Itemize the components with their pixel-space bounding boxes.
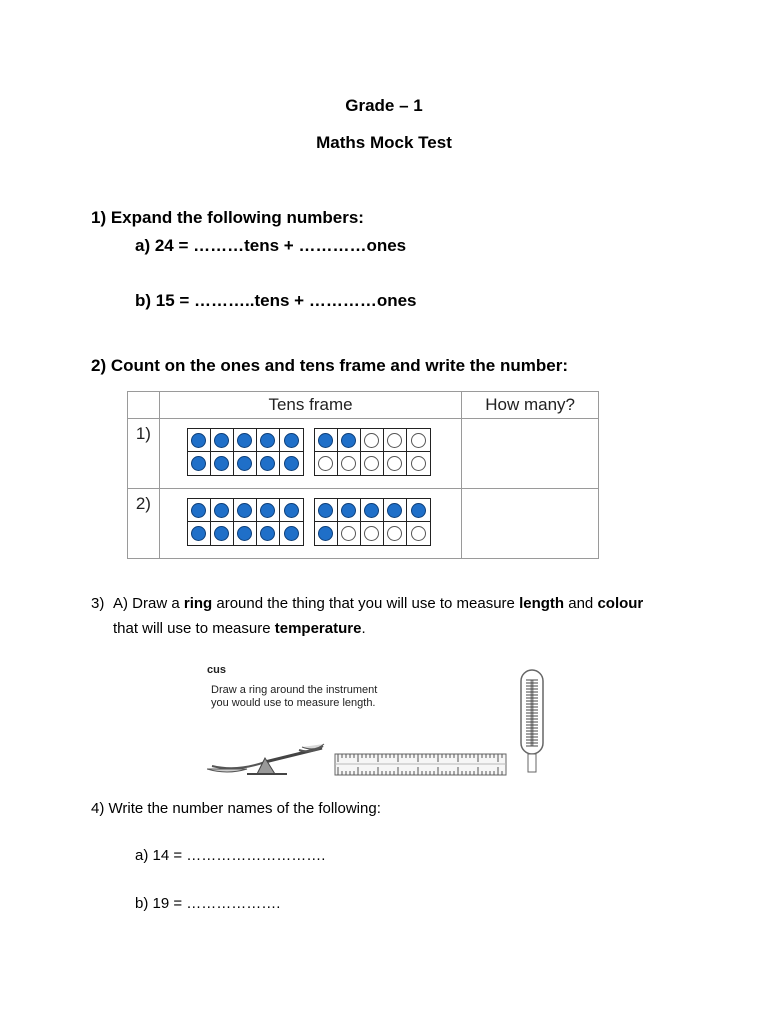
question-2-heading: 2) Count on the ones and tens frame and write the number: bbox=[91, 356, 568, 375]
ten-frame-cell bbox=[407, 522, 430, 545]
q3-text: A) Draw a bbox=[113, 595, 184, 612]
question-3-line-1 bbox=[113, 595, 643, 612]
q3-length-word: length bbox=[519, 595, 565, 612]
ten-frame-grid bbox=[314, 428, 431, 476]
ten-frame-cell bbox=[361, 499, 384, 522]
how-many-header: How many? bbox=[462, 392, 599, 419]
filled-counter-dot bbox=[284, 456, 299, 471]
q3-text: around the thing that you will use to measure bbox=[212, 595, 520, 612]
q3-text: and bbox=[564, 595, 598, 612]
ten-frame-cell bbox=[407, 452, 430, 475]
ten-frame-cell bbox=[384, 429, 407, 452]
ten-frame-cell bbox=[280, 429, 303, 452]
q3-text: that will use to measure bbox=[113, 620, 275, 637]
measurement-instruments-image bbox=[207, 662, 552, 778]
empty-counter-circle bbox=[387, 433, 402, 448]
filled-counter-dot bbox=[260, 433, 275, 448]
row-label: 2) bbox=[128, 489, 160, 559]
ten-frame-cell bbox=[234, 452, 257, 475]
filled-counter-dot bbox=[318, 433, 333, 448]
q3-ring-word: ring bbox=[183, 595, 213, 612]
empty-counter-circle bbox=[364, 433, 379, 448]
filled-counter-dot bbox=[214, 456, 229, 471]
empty-counter-circle bbox=[341, 526, 356, 541]
ten-frame-cell bbox=[188, 522, 211, 545]
filled-counter-dot bbox=[341, 503, 356, 518]
ten-frame-cell bbox=[211, 429, 234, 452]
table-row bbox=[128, 419, 599, 489]
empty-counter-circle bbox=[341, 456, 356, 471]
ten-frame-grid bbox=[314, 498, 431, 546]
ten-frame-cell bbox=[407, 429, 430, 452]
ten-frame-cell bbox=[257, 499, 280, 522]
ten-frame-cell bbox=[361, 429, 384, 452]
ten-frame-cell bbox=[211, 452, 234, 475]
empty-counter-circle bbox=[411, 456, 426, 471]
ten-frame-cell bbox=[315, 499, 338, 522]
ten-frame-cell bbox=[315, 522, 338, 545]
ten-frame-cell bbox=[234, 499, 257, 522]
ten-frame-cell bbox=[315, 452, 338, 475]
tens-frame-header: Tens frame bbox=[159, 392, 462, 419]
filled-counter-dot bbox=[237, 456, 252, 471]
test-title: Maths Mock Test bbox=[316, 133, 452, 152]
image-instruction-line-2: you would use to measure length. bbox=[211, 697, 376, 709]
filled-counter-dot bbox=[341, 433, 356, 448]
filled-counter-dot bbox=[237, 503, 252, 518]
ten-frame-cell bbox=[188, 452, 211, 475]
ten-frame-cell bbox=[280, 499, 303, 522]
filled-counter-dot bbox=[364, 503, 379, 518]
filled-counter-dot bbox=[214, 526, 229, 541]
ten-frame-grid bbox=[187, 498, 304, 546]
question-1a: a) 24 = ………tens + …………ones bbox=[135, 236, 407, 255]
ten-frame-cell bbox=[361, 452, 384, 475]
tens-frame-cell bbox=[159, 419, 462, 489]
ten-frame-cell bbox=[338, 499, 361, 522]
ten-frame-cell bbox=[188, 429, 211, 452]
ruler-icon[interactable] bbox=[335, 754, 506, 775]
table-row bbox=[128, 489, 599, 559]
row-label: 1) bbox=[128, 419, 160, 489]
ten-frame-cell bbox=[384, 522, 407, 545]
empty-counter-circle bbox=[318, 456, 333, 471]
ten-frame-cell bbox=[407, 499, 430, 522]
how-many-answer-cell[interactable] bbox=[462, 419, 599, 489]
ten-frame-cell bbox=[315, 429, 338, 452]
ten-frame-grid bbox=[187, 428, 304, 476]
filled-counter-dot bbox=[318, 503, 333, 518]
q3-temperature-word: temperature bbox=[274, 620, 362, 637]
ten-frame-cell bbox=[338, 522, 361, 545]
ten-frame-cell bbox=[257, 522, 280, 545]
ten-frame-cell bbox=[280, 452, 303, 475]
filled-counter-dot bbox=[318, 526, 333, 541]
thermometer-icon[interactable] bbox=[521, 670, 543, 772]
ten-frame-cell bbox=[384, 499, 407, 522]
q3-text: . bbox=[361, 620, 366, 637]
empty-counter-circle bbox=[364, 526, 379, 541]
filled-counter-dot bbox=[260, 503, 275, 518]
ten-frame-cell bbox=[211, 499, 234, 522]
filled-counter-dot bbox=[191, 433, 206, 448]
question-4-heading: 4) Write the number names of the following: bbox=[91, 800, 381, 817]
filled-counter-dot bbox=[237, 526, 252, 541]
tens-frame-table bbox=[127, 391, 599, 559]
ten-frame-cell bbox=[361, 522, 384, 545]
balance-scale-icon[interactable] bbox=[207, 744, 324, 774]
ten-frame-cell bbox=[211, 522, 234, 545]
table-corner-cell bbox=[128, 392, 160, 419]
question-1b: b) 15 = ………..tens + …………ones bbox=[135, 291, 417, 310]
filled-counter-dot bbox=[284, 526, 299, 541]
filled-counter-dot bbox=[284, 433, 299, 448]
ten-frame-cell bbox=[384, 452, 407, 475]
filled-counter-dot bbox=[260, 526, 275, 541]
ten-frame-cell bbox=[257, 429, 280, 452]
filled-counter-dot bbox=[191, 503, 206, 518]
question-4a: a) 14 = ………………………. bbox=[135, 847, 326, 864]
empty-counter-circle bbox=[411, 433, 426, 448]
filled-counter-dot bbox=[387, 503, 402, 518]
empty-counter-circle bbox=[387, 456, 402, 471]
ten-frame-cell bbox=[338, 452, 361, 475]
tens-frame-cell bbox=[159, 489, 462, 559]
grade-heading: Grade – 1 bbox=[345, 96, 423, 115]
ten-frame-cell bbox=[234, 522, 257, 545]
question-3-number: 3) bbox=[91, 595, 105, 612]
question-3-line-2 bbox=[113, 620, 366, 637]
filled-counter-dot bbox=[237, 433, 252, 448]
q3-colour-word: colour bbox=[597, 595, 644, 612]
how-many-answer-cell[interactable] bbox=[462, 489, 599, 559]
filled-counter-dot bbox=[260, 456, 275, 471]
ten-frame-cell bbox=[234, 429, 257, 452]
filled-counter-dot bbox=[411, 503, 426, 518]
ten-frame-cell bbox=[338, 429, 361, 452]
empty-counter-circle bbox=[387, 526, 402, 541]
question-4b: b) 19 = ………………. bbox=[135, 895, 281, 912]
empty-counter-circle bbox=[411, 526, 426, 541]
filled-counter-dot bbox=[214, 433, 229, 448]
ten-frame-cell bbox=[188, 499, 211, 522]
filled-counter-dot bbox=[284, 503, 299, 518]
filled-counter-dot bbox=[214, 503, 229, 518]
filled-counter-dot bbox=[191, 456, 206, 471]
filled-counter-dot bbox=[191, 526, 206, 541]
image-instruction-line-1: Draw a ring around the instrument bbox=[211, 684, 378, 696]
question-1-heading: 1) Expand the following numbers: bbox=[91, 208, 364, 227]
empty-counter-circle bbox=[364, 456, 379, 471]
ten-frame-cell bbox=[257, 452, 280, 475]
ten-frame-cell bbox=[280, 522, 303, 545]
image-corner-text: cus bbox=[207, 664, 226, 676]
